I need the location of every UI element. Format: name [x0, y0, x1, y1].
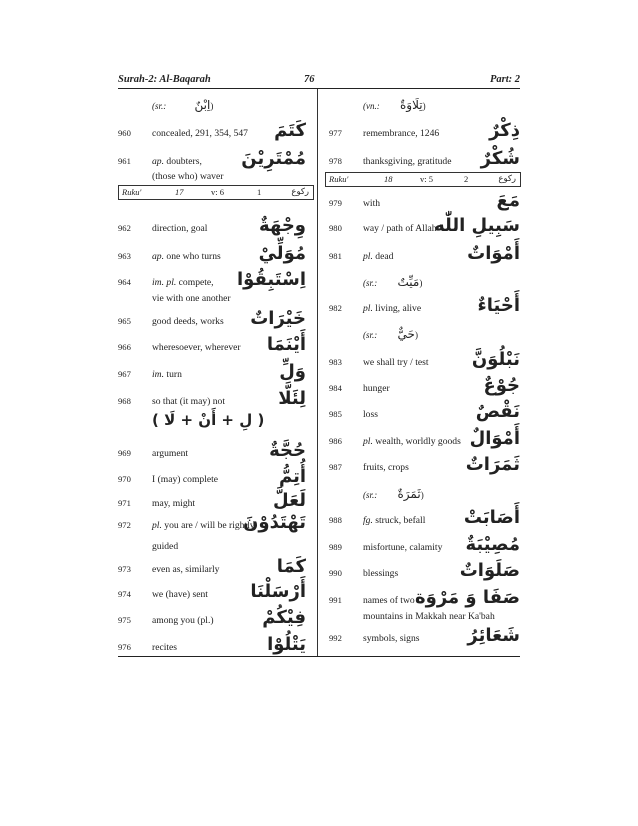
entry-row: 983 we shall try / test نَبْلُوَنَّ — [329, 349, 520, 370]
arabic-word: أُتِمُّ — [278, 466, 306, 487]
arabic-word: مُمْتَرِيْنَ — [241, 148, 306, 169]
arabic-root: تِلَاوَةٌ — [400, 98, 423, 112]
entry-row: 964 im. pl. compete, اِسْتَبِقُوْا — [118, 269, 306, 290]
arabic-word: أَصَابَتْ — [463, 507, 520, 528]
entry-row: 989 misfortune, calamity مُصِيْبَةٌ — [329, 534, 520, 555]
entry-row: 992 symbols, signs شَعَائِرُ — [329, 625, 520, 646]
source-ref: (vn.: تِلَاوَةٌ) — [363, 98, 426, 112]
entry-row: 972 pl. you are / will be rightly تَهْتَدُوْنَ — [118, 512, 306, 533]
entry-row: 986 pl. wealth, worldly goods أَمْوَالٌ — [329, 428, 520, 449]
column-divider — [317, 89, 318, 656]
entry-row: 984 hunger جُوْعٌ — [329, 375, 520, 396]
entry-row: 977 remembrance, 1246 ذِكْرٌ — [329, 120, 520, 141]
page-header — [118, 74, 520, 88]
arabic-word: شَعَائِرُ — [467, 625, 520, 646]
arabic-root: حَيٌّ — [397, 327, 415, 341]
entry-row: 974 we (have) sent أَرْسَلْنَا — [118, 581, 306, 602]
source-ref: (sr.: ثَمَرَةٌ) — [363, 487, 424, 501]
arabic-word: وِجْهَةٌ — [259, 215, 306, 236]
arabic-word: فِيْكُمْ — [262, 607, 306, 628]
entry-row: 960 concealed, 291, 354, 547 كَتَمَ — [118, 120, 306, 141]
entry-row: 967 im. turn وَلِّ — [118, 361, 306, 382]
part-number: Part: 2 — [489, 74, 520, 85]
entry-row: 982 pl. living, alive أَحْيَاءٌ — [329, 295, 520, 316]
arabic-word: صَلَوَاتٌ — [459, 560, 520, 581]
entry-row: 962 direction, goal وِجْهَةٌ — [118, 215, 306, 236]
arabic-word: أَيْنَمَا — [266, 334, 306, 355]
source-ref: (sr.: حَيٌّ) — [363, 327, 418, 341]
arabic-word: مُوَلِّيْ — [258, 243, 306, 264]
surah-title: Surah-2: Al-Baqarah — [118, 74, 211, 85]
entry-row: 968 so that (it may) not لِئَلَّا — [118, 388, 306, 409]
arabic-word: أَرْسَلْنَا — [250, 581, 306, 602]
arabic-word: كَمَا — [276, 556, 306, 577]
arabic-word: ثَمَرَاتٌ — [465, 454, 520, 475]
entry-row: 973 even as, similarly كَمَا — [118, 556, 306, 577]
arabic-word: لَعَلَّ — [273, 490, 306, 511]
page-number: 76 — [304, 74, 315, 85]
arabic-word: تَهْتَدُوْنَ — [243, 512, 306, 533]
entry-row: 970 I (may) complete أُتِمُّ — [118, 466, 306, 487]
arabic-word: ذِكْرٌ — [489, 120, 520, 141]
arabic-word: لِئَلَّا — [278, 388, 306, 409]
arabic-root: مَيِّتٌ — [397, 275, 420, 289]
entry-row: 971 may, might لَعَلَّ — [118, 490, 306, 511]
entry-row: 976 recites يَتْلُوْا — [118, 634, 306, 655]
entry-row: 991 names of two صَفَا وَ مَرْوَة — [329, 587, 520, 608]
entry-continuation: (those who) waver — [152, 171, 224, 182]
arabic-word: أَمْوَاتٌ — [467, 243, 520, 264]
ruku-bar: Ruku' 17 v: 6 1 رکوع — [118, 185, 314, 200]
entry-row: 990 blessings صَلَوَاتٌ — [329, 560, 520, 581]
entry-row: 965 good deeds, works خَيْرَاتٌ — [118, 308, 306, 329]
arabic-root: اِبْنٌ — [194, 98, 211, 112]
entry-row: 988 fg. struck, befall أَصَابَتْ — [329, 507, 520, 528]
arabic-word: كَتَمَ — [274, 120, 306, 141]
arabic-word: نَبْلُوَنَّ — [471, 349, 520, 370]
entry-continuation: guided — [152, 541, 179, 552]
arabic-word: أَمْوَالٌ — [469, 428, 520, 449]
ruku-bar: Ruku' 18 v: 5 2 رکوع — [325, 172, 521, 187]
entry-row: 975 among you (pl.) فِيْكُمْ — [118, 607, 306, 628]
arabic-word: صَفَا وَ مَرْوَة — [415, 587, 520, 608]
source-ref: (sr.: اِبْنٌ) — [152, 98, 214, 112]
entry-row: 987 fruits, crops ثَمَرَاتٌ — [329, 454, 520, 475]
entry-continuation: mountains in Makkah near Ka'bah — [363, 611, 495, 622]
arabic-word: مُصِيْبَةٌ — [465, 534, 520, 555]
arabic-word: وَلِّ — [279, 361, 306, 382]
arabic-word: حُجَّةٌ — [269, 440, 306, 461]
arabic-word: يَتْلُوْا — [267, 634, 306, 655]
arabic-word: خَيْرَاتٌ — [250, 308, 306, 329]
arabic-word: سَبِيلِ اللّٰه — [434, 215, 520, 236]
entry-row: 966 wheresoever, wherever أَيْنَمَا — [118, 334, 306, 355]
arabic-root: ثَمَرَةٌ — [397, 487, 421, 501]
header-rule — [118, 88, 520, 89]
entry-row: 981 pl. dead أَمْوَاتٌ — [329, 243, 520, 264]
arabic-word: شُكْرٌ — [480, 148, 520, 169]
arabic-word: اِسْتَبِقُوْا — [237, 269, 306, 290]
entry-row: 963 ap. one who turns مُوَلِّيْ — [118, 243, 306, 264]
footer-rule — [118, 656, 520, 657]
source-ref: (sr.: مَيِّتٌ) — [363, 275, 423, 289]
entry-row: 979 with مَعَ — [329, 190, 520, 211]
entry-row: 985 loss نَقْصٌ — [329, 401, 520, 422]
arabic-word: مَعَ — [496, 190, 520, 211]
arabic-word: جُوْعٌ — [483, 375, 520, 396]
arabic-word: نَقْصٌ — [475, 401, 520, 422]
word-formula: ( لِ + أَنْ + لَا ) — [152, 411, 265, 429]
entry-row: 978 thanksgiving, gratitude شُكْرٌ — [329, 148, 520, 169]
arabic-word: أَحْيَاءٌ — [477, 295, 520, 316]
entry-continuation: vie with one another — [152, 293, 231, 304]
entry-row: 969 argument حُجَّةٌ — [118, 440, 306, 461]
entry-row: 980 way / path of Allah سَبِيلِ اللّٰه — [329, 215, 520, 236]
entry-row: 961 ap. doubters, مُمْتَرِيْنَ — [118, 148, 306, 169]
